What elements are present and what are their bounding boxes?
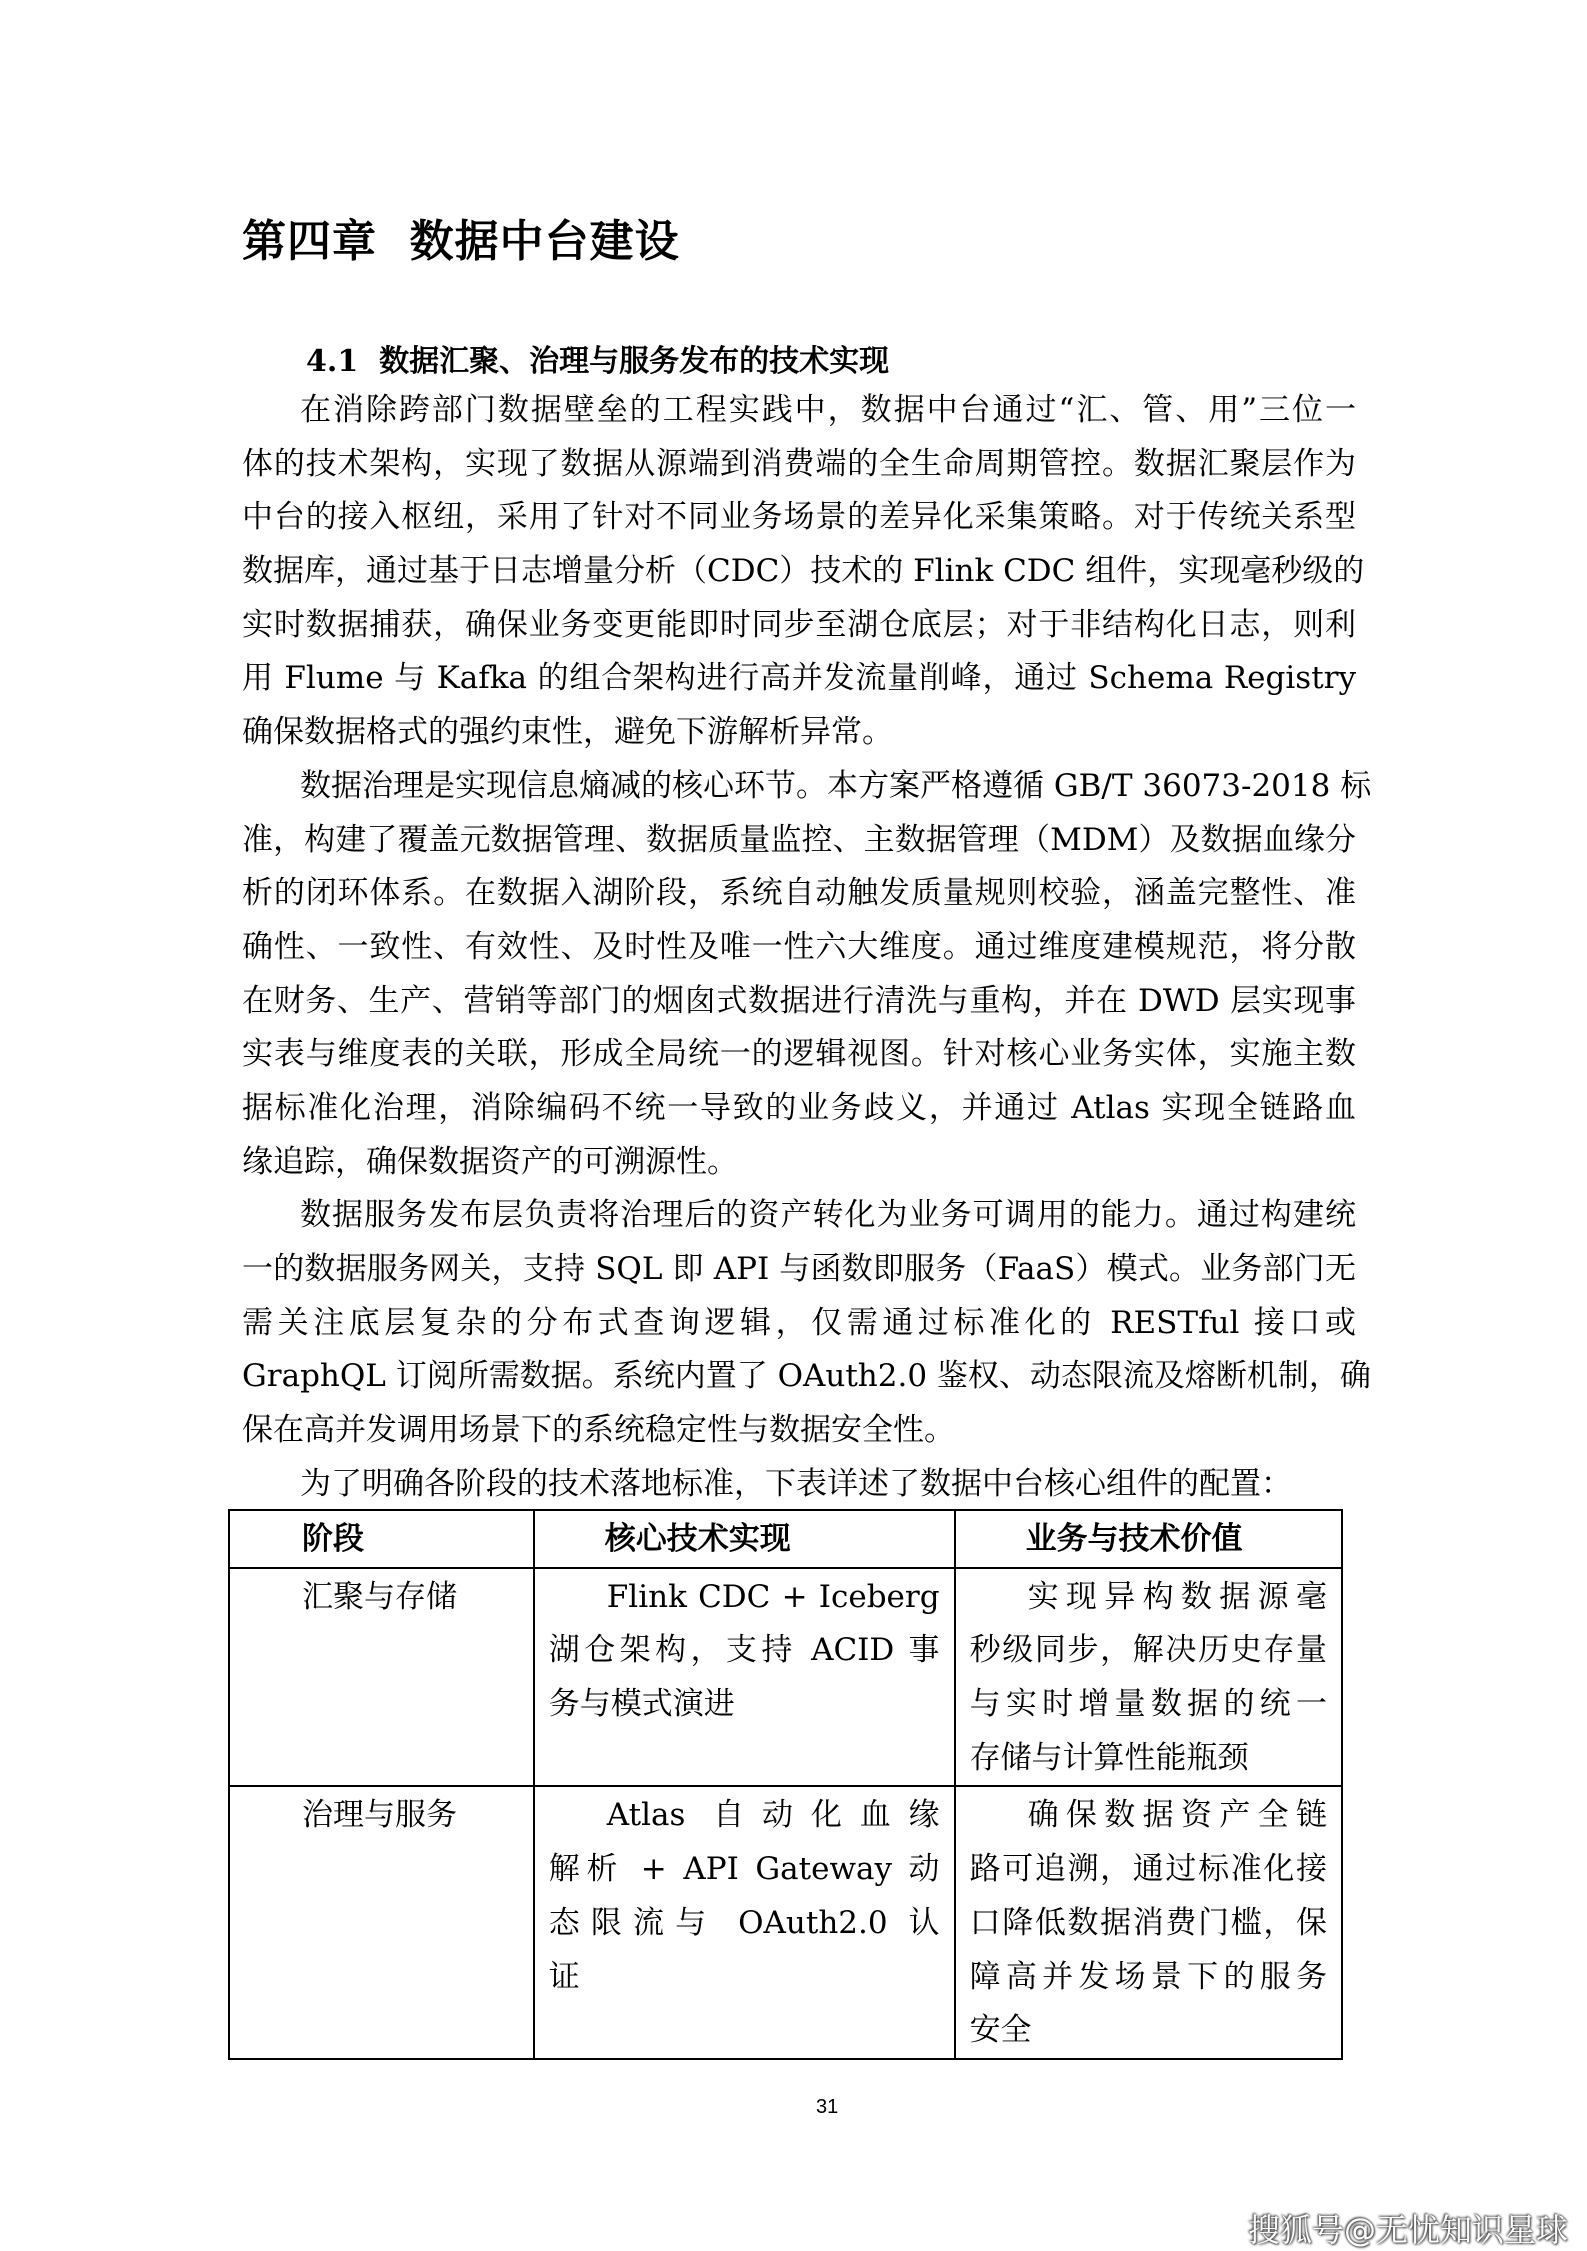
cell-line: 与实时增量数据的统一 [969, 1686, 1327, 1723]
cell-line: 证 [548, 1958, 580, 1995]
paragraph [242, 1189, 1371, 1457]
chapter-title: 第四章 数据中台建设 [242, 216, 680, 267]
header-value: 业务与技术价值 [955, 1510, 1342, 1568]
paragraph [242, 760, 1372, 1190]
page-number: 31 [816, 2096, 839, 2118]
table-cell [534, 1786, 955, 2058]
cell-line: 治理与服务 [302, 1797, 457, 1834]
cell-line: 安全 [969, 2012, 1032, 2049]
cell-line: 障高并发场景下的服务 [969, 1958, 1327, 1995]
text-line: 用 Flume 与 Kafka 的组合架构进行高并发流量削峰，通过 Schema Registry [242, 660, 1356, 697]
cell-line: 务与模式演进 [548, 1686, 735, 1723]
cell-line: 存储与计算性能瓶颈 [969, 1739, 1249, 1776]
text-line: 为了明确各阶段的技术落地标准，下表详述了数据中台核心组件的配置： [300, 1465, 1292, 1502]
table-cell [955, 1786, 1342, 2058]
text-line: 数据治理是实现信息熵减的核心环节。本方案严格遵循 GB/T 36073-2018 标 [300, 767, 1372, 804]
paragraph [242, 1458, 1356, 1512]
text-line: 实表与维度表的关联，形成全局统一的逻辑视图。针对核心业务实体，实施主数 [242, 1036, 1356, 1073]
text-line: 保在高并发调用场景下的系统稳定性与数据安全性。 [242, 1412, 955, 1449]
cell-line: 解析 + API Gateway 动 [548, 1851, 940, 1888]
text-line: 数据服务发布层负责将治理后的资产转化为业务可调用的能力。通过构建统 [300, 1197, 1356, 1234]
table-cell [229, 1786, 534, 2058]
text-line: 在财务、生产、营销等部门的烟囱式数据进行清洗与重构，并在 DWD 层实现事 [242, 982, 1356, 1019]
header-tech: 核心技术实现 [534, 1510, 955, 1568]
text-line: 中台的接入枢纽，采用了针对不同业务场景的差异化采集策略。对于传统关系型 [242, 499, 1356, 536]
component-table [228, 1509, 1343, 2060]
cell-line: 汇聚与存储 [302, 1578, 457, 1615]
cell-line: Flink CDC + Iceberg [606, 1578, 940, 1615]
cell-line: 湖仓架构，支持 ACID 事 [548, 1632, 940, 1669]
text-line: 在消除跨部门数据壁垒的工程实践中，数据中台通过“汇、管、用”三位一 [300, 392, 1356, 428]
table-row [229, 1568, 1342, 1787]
cell-line: Atlas 自动化血缘 [606, 1797, 940, 1834]
paragraph [242, 384, 1365, 760]
cell-line: 态限流与 OAuth2.0 认 [548, 1904, 940, 1941]
text-line: 确保数据格式的强约束性，避免下游解析异常。 [242, 714, 893, 751]
table-cell [955, 1568, 1342, 1787]
cell-line: 路可追溯，通过标准化接 [969, 1851, 1327, 1888]
cell-line: 确保数据资产全链 [1027, 1797, 1327, 1834]
text-line: 一的数据服务网关，支持 SQL 即 API 与函数即服务（FaaS）模式。业务部门无 [242, 1251, 1356, 1287]
text-line: 据标准化治理，消除编码不统一导致的业务歧义，并通过 Atlas 实现全链路血 [242, 1089, 1356, 1126]
text-line: 析的闭环体系。在数据入湖阶段，系统自动触发质量规则校验，涵盖完整性、准 [242, 875, 1356, 912]
text-line: 准，构建了覆盖元数据管理、数据质量监控、主数据管理（MDM）及数据血缘分 [242, 821, 1356, 858]
body-text [242, 384, 1372, 1511]
text-line: 数据库，通过基于日志增量分析（CDC）技术的 Flink CDC 组件，实现毫秒级的 [242, 553, 1365, 590]
cell-line: 实现异构数据源毫 [1027, 1578, 1327, 1615]
table-header-row [229, 1510, 1342, 1568]
cell-line: 秒级同步，解决历史存量 [969, 1632, 1327, 1669]
text-line: GraphQL 订阅所需数据。系统内置了 OAuth2.0 鉴权、动态限流及熔断机制，确 [242, 1358, 1371, 1395]
header-stage: 阶段 [229, 1510, 534, 1568]
text-line: 实时数据捕获，确保业务变更能即时同步至湖仓底层；对于非结构化日志，则利 [242, 606, 1356, 643]
text-line: 体的技术架构，实现了数据从源端到消费端的全生命周期管控。数据汇聚层作为 [242, 445, 1356, 482]
watermark: 搜狐号@无忧知识星球 [1248, 2211, 1569, 2249]
text-line: 缘追踪，确保数据资产的可溯源性。 [242, 1143, 738, 1180]
section-title: 4.1 数据汇聚、治理与服务发布的技术实现 [306, 344, 890, 379]
table-row [229, 1786, 1342, 2058]
text-line: 需关注底层复杂的分布式查询逻辑，仅需通过标准化的 RESTful 接口或 [242, 1304, 1356, 1341]
table-cell [229, 1568, 534, 1787]
text-line: 确性、一致性、有效性、及时性及唯一性六大维度。通过维度建模规范，将分散 [242, 928, 1356, 965]
table-cell [534, 1568, 955, 1787]
cell-line: 口降低数据消费门槛，保 [969, 1904, 1327, 1941]
